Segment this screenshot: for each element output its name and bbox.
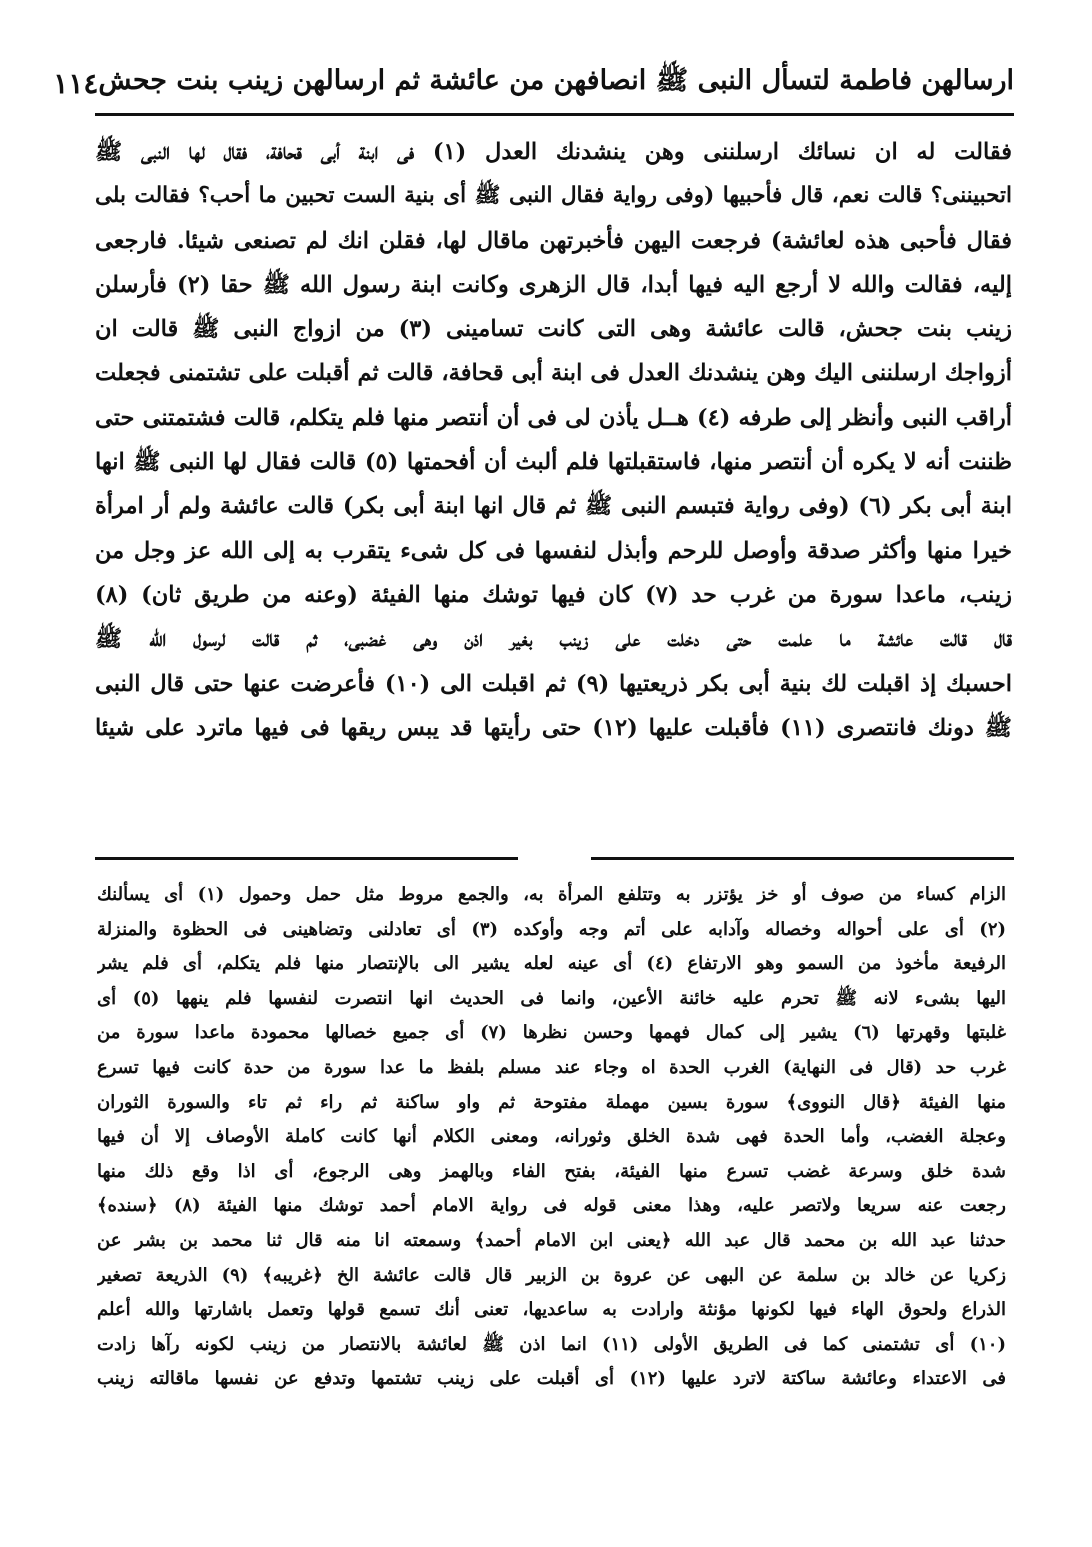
main-text-line: فقال فأحبى هذه لعائشة) فرجعت اليهن فأخبرتهن ماقال لها، فقلن انك لم تصنعى شيئا. فارجعى xyxy=(95,227,1012,254)
footnote-line: اليها بشىء لانه ﷺ تحرم عليه خائنة الأعين، وانما فى الحديث انها انتصرت لنفسها فلم ينهها (٥) أى xyxy=(97,987,1006,1009)
footnote-line: منها الفيئة ﴿قال النووى﴾ سورة بسين مهملة مفتوحة ثم واو ساكنة ثم راء ثم تاء والسورة الثوران xyxy=(97,1091,1006,1113)
footnote-line: وعجلة الغضب، وأما الحدة فهى شدة الخلق وثورانه، ومعنى الكلام أنها كانت كاملة الأوصاف إلا أن فيها xyxy=(97,1126,1006,1148)
running-header xyxy=(53,58,1014,108)
main-text-line: أراقب النبى وأنظر إلى طرفه (٤) هــل يأذن لى فى أن أنتصر منها فلم يتكلم، قالت فشتمتنى حتى xyxy=(95,404,1012,431)
main-text-line: زينب، ماعدا سورة من غرب حد (٧) كان فيها توشك منها الفيئة (وعنه من طريق ثان) (٨) xyxy=(95,581,1012,608)
main-text-line: اتحبيننى؟ قالت نعم، قال فأحبيها (وفى رواية فقال النبى ﷺ أى بنية الست تحبين ما أحب؟ فقالت بلى xyxy=(95,183,1012,209)
main-text-line: إليه، فقالت والله لا أرجع اليه فيها أبدا، قال الزهرى وكانت ابنة رسول الله ﷺ حقا (٢) فأرسلن xyxy=(95,271,1012,298)
divider-segment xyxy=(591,857,1014,860)
footnote-line: فى الاعتداء وعائشة ساكتة لاترد عليها (١٢) أى أقبلت على زينب تشتمها وتدفع عن نفسها ماقالته زينب xyxy=(97,1368,1006,1390)
footnote-line: (٢) أى على أحواله وخصاله وآدابه على أتم وجه وأوكده (٣) أى تعادلنى وتضاهينى فى الحظوة والمنزلة xyxy=(97,918,1006,940)
running-title: ارسالهن فاطمة لتسأل النبى ﷺ انصافهن من عائشة ثم ارسالهن زينب بنت جحش xyxy=(98,65,1014,96)
footnote-line: (١٠) أى تشتمنى كما فى الطريق الأولى (١١) انما اذن ﷺ لعائشة بالانتصار من زينب لكونه رآها زادت xyxy=(97,1333,1006,1355)
page-number: ١١٤ xyxy=(53,66,99,100)
footnote-divider xyxy=(95,857,1014,860)
main-text xyxy=(95,130,1012,840)
main-text-line: احسبك إذ اقبلت لك بنية أبى بكر ذريعتيها (٩) ثم اقبلت الى (١٠) فأعرضت عنها حتى قال النبى xyxy=(95,670,1012,697)
footnote-line: زكريا عن خالد بن سلمة عن البهى عن عروة بن الزبير قال قالت عائشة الخ ﴿غريبه﴾ (٩) الذريعة تصغير xyxy=(97,1264,1006,1286)
footnote-line: الذراع ولحوق الهاء فيها لكونها مؤنثة وارادت به ساعديها، تعنى أنك تسمع قولها وتعمل باشارتها والله أعلم xyxy=(97,1299,1006,1321)
main-text-line: زينب بنت جحش، قالت عائشة وهى التى كانت تسامينى (٣) من ازواج النبى ﷺ قالت ان xyxy=(95,316,1012,343)
footnote-line: حدثنا عبد الله بن محمد قال عبد الله ﴿يعنى ابن الامام أحمد﴾ وسمعته انا منه قال ثنا محمد بن بشر عن xyxy=(97,1229,1006,1251)
footnote-line: الزام كساء من صوف أو خز يؤتزر به وتتلفع المرأة به، والجمع مروط مثل حمل وحمول (١) أى يسألنك xyxy=(97,884,1006,905)
footnote-line: رجعت عنه سريعا ولاتصر عليه، وهذا معنى قوله فى رواية الامام أحمد توشك منها الفيئة (٨) ﴿سنده﴾ xyxy=(97,1195,1006,1217)
footnote-line: الرفيعة مأخوذ من السمو وهو الارتفاع (٤) أى عينه لعله يشير الى بالإنتصار منها فلم يتكلم، أى فلم يشر xyxy=(97,953,1006,975)
footnote-line: غلبتها وقهرتها (٦) يشير إلى كمال فهمها وحسن نظرها (٧) أى جميع خصالها محمودة ماعدا سورة من xyxy=(97,1022,1006,1044)
main-text-line: ﷺ دونك فانتصرى (١١) فأقبلت عليها (١٢) حتى رأيتها قد يبس ريقها فى فيها ماترد على شيئا xyxy=(95,714,1012,741)
main-text-line: ابنة أبى بكر (٦) (وفى رواية فتبسم النبى ﷺ ثم قال انها ابنة أبى بكر) قالت عائشة ولم أر امرأة xyxy=(95,493,1012,520)
footnotes xyxy=(97,878,1006,1528)
main-text-line: أزواجك ارسلننى اليك وهن ينشدنك العدل فى ابنة أبى قحافة، قالت ثم أقبلت على تشتمنى فجعلت xyxy=(95,360,1012,387)
footnote-line: غرب حد (قال فى النهاية) الغرب الحدة اه وجاء عند مسلم بلفظ ما عدا سورة من حدة كانت فيها تسرع xyxy=(97,1056,1006,1078)
header-rule xyxy=(95,113,1014,116)
main-text-line: قال قالت عائشة ما علمت حتى دخلت على زينب بغير اذن وهى غضبى، ثم قالت لرسول الله ﷺ xyxy=(95,626,1012,653)
divider-segment xyxy=(95,857,518,860)
footnote-line: شدة خلق وسرعة غضب تسرع منها الفيئة، بفتح الفاء وبالهمز وهى الرجوع، أى اذا وقع ذلك منها xyxy=(97,1160,1006,1182)
main-text-line: فقالت له ان نسائك ارسلننى وهن ينشدنك العدل (١) فى ابنة أبى قحافة، فقال لها النبى ﷺ xyxy=(95,139,1012,165)
main-text-line: ظننت أنه لا يكره أن أنتصر منها، فاستقبلتها فلم ألبث أن أفحمتها (٥) قالت فقال لها النبى ﷺ انها xyxy=(95,449,1012,476)
main-text-line: خيرا منها وأكثر صدقة وأوصل للرحم وأبذل لنفسها فى كل شىء يتقرب به إلى الله عز وجل من xyxy=(95,537,1012,564)
